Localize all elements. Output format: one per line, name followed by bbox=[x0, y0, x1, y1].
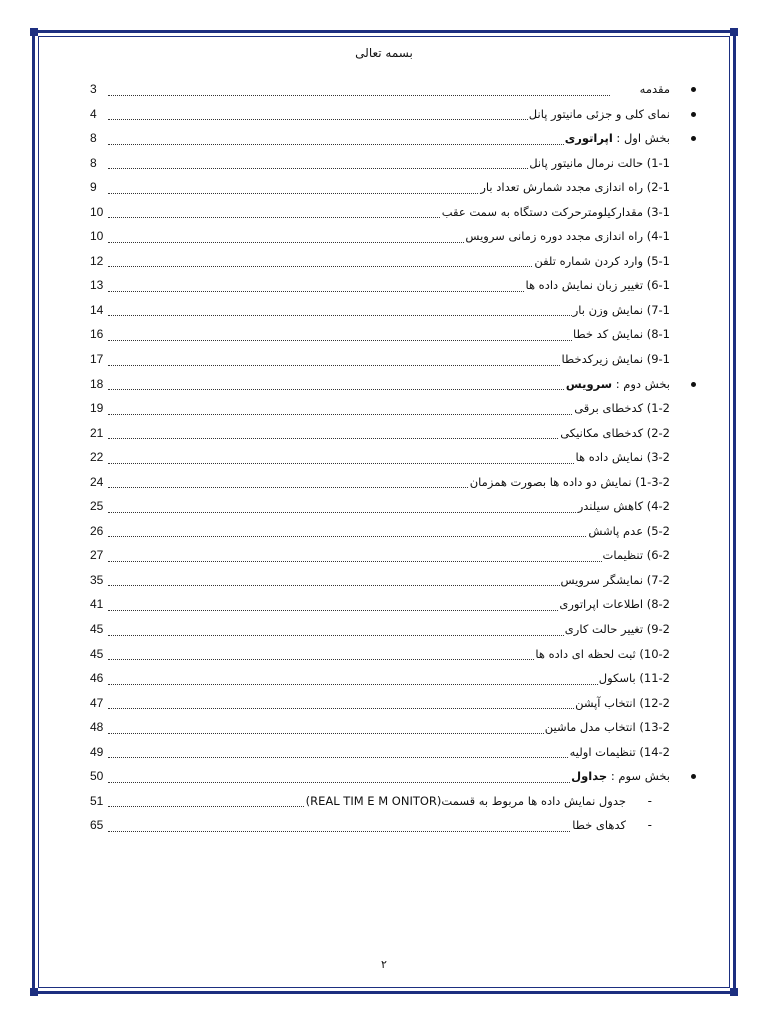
toc-entry[interactable] bbox=[90, 692, 670, 717]
toc-entry[interactable] bbox=[90, 471, 670, 496]
toc-entry-title: بخش دوم : سرویس bbox=[565, 373, 670, 395]
toc-entry[interactable] bbox=[90, 765, 670, 790]
toc-entry[interactable] bbox=[90, 127, 670, 152]
border-corner bbox=[730, 988, 738, 996]
toc-entry[interactable] bbox=[90, 520, 670, 545]
toc-entry[interactable] bbox=[90, 569, 670, 594]
toc-entry-page: 35 bbox=[90, 569, 104, 591]
toc-entry-page: 10 bbox=[90, 201, 104, 223]
toc-entry-page: 50 bbox=[90, 765, 104, 787]
leader-dots bbox=[108, 438, 610, 439]
toc-entry-title: 9-1) نمایش زیرکدخطا bbox=[561, 348, 670, 370]
toc-entry[interactable] bbox=[90, 422, 670, 447]
toc-entry[interactable] bbox=[90, 790, 670, 815]
toc-entry-page: 10 bbox=[90, 225, 104, 247]
leader-dots bbox=[108, 708, 610, 709]
toc-entry-page: 48 bbox=[90, 716, 104, 738]
toc-entry[interactable] bbox=[90, 103, 670, 128]
dash-marker: - bbox=[647, 818, 652, 833]
toc-entry-page: 13 bbox=[90, 274, 104, 296]
leader-dots bbox=[108, 757, 610, 758]
toc-entry[interactable] bbox=[90, 397, 670, 422]
border-corner bbox=[30, 988, 38, 996]
toc-entry[interactable] bbox=[90, 373, 670, 398]
toc-entry-title: 5-1) وارد کردن شماره تلفن bbox=[533, 250, 670, 272]
toc-entry-page: 25 bbox=[90, 495, 104, 517]
toc-entry-title: 9-2) تغییر حالت کاری bbox=[564, 618, 670, 640]
toc-entry-title: 8-2) اطلاعات اپراتوری bbox=[558, 593, 670, 615]
toc-entry[interactable] bbox=[90, 495, 670, 520]
leader-dots bbox=[108, 782, 610, 783]
toc-entry-title: 7-2) نمایشگر سرویس bbox=[560, 569, 671, 591]
leader-dots bbox=[108, 831, 610, 832]
toc-entry-title: 13-2) انتخاب مدل ماشین bbox=[544, 716, 670, 738]
leader-dots bbox=[108, 635, 610, 636]
toc-entry-page: 12 bbox=[90, 250, 104, 272]
toc-entry-title: بخش اول : اپراتوری bbox=[564, 127, 670, 149]
toc-entry[interactable] bbox=[90, 593, 670, 618]
toc-entry-title: کدهای خطا bbox=[571, 814, 626, 836]
toc-entry-title: 5-2) عدم پاشش bbox=[587, 520, 670, 542]
leader-dots bbox=[108, 340, 610, 341]
toc-entry[interactable] bbox=[90, 250, 670, 275]
leader-dots bbox=[108, 463, 610, 464]
page-header: بسمه تعالی bbox=[355, 46, 413, 60]
page-number: ٢ bbox=[381, 958, 387, 971]
leader-dots bbox=[108, 315, 610, 316]
toc-entry-title: 10-2) ثبت لحظه ای داده ها bbox=[534, 643, 670, 665]
leader-dots bbox=[108, 414, 610, 415]
toc-entry-title: مقدمه bbox=[639, 78, 670, 100]
toc-entry-page: 41 bbox=[90, 593, 104, 615]
toc-entry-page: 16 bbox=[90, 323, 104, 345]
toc-entry-title: 2-1) راه اندازی مجدد شمارش تعداد بار bbox=[479, 176, 670, 198]
bullet-icon bbox=[691, 112, 696, 117]
toc-entry-page: 4 bbox=[90, 103, 98, 125]
toc-entry-title: 4-1) راه اندازی مجدد دوره زمانی سرویس bbox=[464, 225, 670, 247]
border-corner bbox=[30, 28, 38, 36]
toc-entry[interactable] bbox=[90, 176, 670, 201]
toc-entry-page: 17 bbox=[90, 348, 104, 370]
leader-dots bbox=[108, 144, 610, 145]
toc-entry[interactable] bbox=[90, 446, 670, 471]
leader-dots bbox=[108, 610, 610, 611]
toc-entry-page: 19 bbox=[90, 397, 104, 419]
toc-entry-page: 8 bbox=[90, 152, 98, 174]
toc-entry-page: 27 bbox=[90, 544, 104, 566]
toc-entry[interactable] bbox=[90, 225, 670, 250]
toc-entry[interactable] bbox=[90, 618, 670, 643]
leader-dots bbox=[108, 733, 610, 734]
toc-entry-title: 6-1) تغییر زبان نمایش داده ها bbox=[524, 274, 670, 296]
toc-entry-title: 1-1) حالت نرمال مانیتور پانل bbox=[528, 152, 670, 174]
leader-dots bbox=[108, 95, 610, 96]
toc-entry-title: 14-2) تنظیمات اولیه bbox=[569, 741, 670, 763]
toc-entry[interactable] bbox=[90, 299, 670, 324]
toc-entry-page: 14 bbox=[90, 299, 104, 321]
toc-entry[interactable] bbox=[90, 643, 670, 668]
toc-entry[interactable] bbox=[90, 152, 670, 177]
toc-entry[interactable] bbox=[90, 716, 670, 741]
toc-entry-page: 49 bbox=[90, 741, 104, 763]
toc-entry-page: 65 bbox=[90, 814, 104, 836]
toc-entry-page: 8 bbox=[90, 127, 98, 149]
toc-entry-title: 3-1) مقدارکیلومترحرکت دستگاه به سمت عقب bbox=[441, 201, 670, 223]
toc-entry-page: 18 bbox=[90, 373, 104, 395]
table-of-contents bbox=[90, 78, 670, 839]
bullet-icon bbox=[691, 87, 696, 92]
toc-entry-title: 12-2) انتخاب آپشن bbox=[574, 692, 670, 714]
toc-entry-title: جدول نمایش داده ها مربوط به قسمت(REAL TIM E M ONITOR) bbox=[305, 790, 626, 812]
toc-entry-page: 51 bbox=[90, 790, 104, 812]
toc-entry-page: 26 bbox=[90, 520, 104, 542]
toc-entry[interactable] bbox=[90, 667, 670, 692]
toc-entry-title: 4-2) کاهش سیلندر bbox=[577, 495, 670, 517]
toc-entry-page: 3 bbox=[90, 78, 98, 100]
toc-entry-title: بخش سوم : جداول bbox=[570, 765, 670, 787]
leader-dots bbox=[108, 365, 610, 366]
toc-entry-title: نمای کلی و جزئی مانیتور پانل bbox=[528, 103, 670, 125]
toc-entry-page: 45 bbox=[90, 643, 104, 665]
toc-entry-title: 1-2) کدخطای برقی bbox=[573, 397, 670, 419]
toc-entry-page: 22 bbox=[90, 446, 104, 468]
toc-entry[interactable] bbox=[90, 741, 670, 766]
bullet-icon bbox=[691, 382, 696, 387]
toc-entry-page: 46 bbox=[90, 667, 104, 689]
border-corner bbox=[730, 28, 738, 36]
toc-entry[interactable] bbox=[90, 274, 670, 299]
leader-dots bbox=[108, 561, 610, 562]
toc-entry-page: 47 bbox=[90, 692, 104, 714]
toc-entry-page: 9 bbox=[90, 176, 98, 198]
toc-entry-page: 24 bbox=[90, 471, 104, 493]
leader-dots bbox=[108, 536, 610, 537]
toc-entry[interactable] bbox=[90, 201, 670, 226]
toc-entry-page: 45 bbox=[90, 618, 104, 640]
toc-entry[interactable] bbox=[90, 323, 670, 348]
toc-entry[interactable] bbox=[90, 544, 670, 569]
toc-entry[interactable] bbox=[90, 78, 670, 103]
toc-entry-title: 11-2) باسکول bbox=[598, 667, 670, 689]
toc-entry-title: 8-1) نمایش کد خطا bbox=[572, 323, 670, 345]
leader-dots bbox=[108, 389, 610, 390]
toc-entry[interactable] bbox=[90, 814, 670, 839]
toc-entry-title: 6-2) تنظیمات bbox=[602, 544, 671, 566]
leader-dots bbox=[108, 585, 610, 586]
leader-dots bbox=[108, 684, 610, 685]
toc-entry-title: 3-2) نمایش داده ها bbox=[575, 446, 671, 468]
leader-dots bbox=[108, 512, 610, 513]
toc-entry-page: 21 bbox=[90, 422, 104, 444]
toc-entry-title: 1-3-2) نمایش دو داده ها بصورت همزمان bbox=[469, 471, 670, 493]
toc-entry-title: 7-1) نمایش وزن بار bbox=[572, 299, 670, 321]
dash-marker: - bbox=[647, 793, 652, 808]
toc-entry[interactable] bbox=[90, 348, 670, 373]
toc-entry-title: 2-2) کدخطای مکانیکی bbox=[559, 422, 670, 444]
